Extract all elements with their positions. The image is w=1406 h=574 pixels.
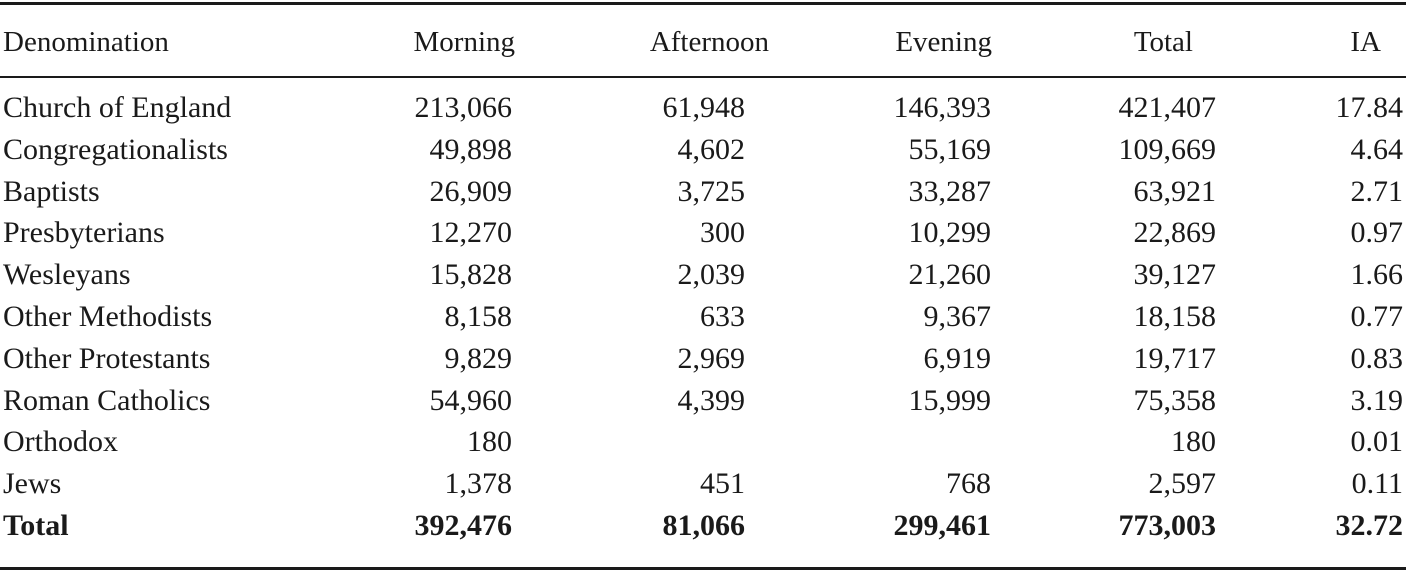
cell-morning: 26,909 [429, 174, 512, 208]
cell-ia: 17.84 [1335, 91, 1403, 124]
cell-evening: 6,919 [923, 341, 991, 375]
cell-ia: 2.71 [1350, 174, 1403, 208]
cell-afternoon: 451 [700, 467, 745, 501]
cell-evening: 146,393 [893, 91, 991, 124]
cell-denomination: Congregationalists [3, 132, 228, 166]
cell-denomination: Jews [3, 467, 62, 501]
table-total-row [0, 506, 1406, 548]
cell-total: 75,358 [1133, 383, 1216, 417]
table-row [0, 381, 1406, 423]
cell-ia: 3.19 [1350, 383, 1403, 417]
cell-ia: 0.01 [1350, 425, 1403, 459]
cell-evening: 55,169 [908, 132, 991, 166]
table-row [0, 422, 1406, 464]
cell-total: 2,597 [1148, 467, 1216, 501]
cell-ia: 0.83 [1350, 341, 1403, 375]
table-row [0, 255, 1406, 297]
header-evening: Evening [895, 26, 992, 58]
cell-evening: 9,367 [923, 299, 991, 333]
header-morning: Morning [413, 26, 515, 58]
cell-morning: 54,960 [429, 383, 512, 417]
cell-total: 39,127 [1133, 258, 1216, 292]
table-row [0, 297, 1406, 339]
table-row [0, 464, 1406, 506]
table-header-rule [0, 76, 1406, 78]
cell-evening: 15,999 [908, 383, 991, 417]
cell-afternoon: 81,066 [662, 508, 745, 542]
cell-morning: 9,829 [444, 341, 512, 375]
cell-ia: 0.97 [1350, 216, 1403, 250]
cell-morning: 49,898 [429, 132, 512, 166]
cell-total: 63,921 [1133, 174, 1216, 208]
cell-afternoon: 2,969 [677, 341, 745, 375]
cell-denomination: Orthodox [3, 425, 118, 459]
cell-evening: 21,260 [908, 258, 991, 292]
cell-ia: 1.66 [1350, 258, 1403, 292]
cell-denomination: Wesleyans [3, 258, 131, 292]
cell-total: 421,407 [1118, 91, 1216, 124]
cell-total: 773,003 [1118, 508, 1216, 542]
cell-denomination: Presbyterians [3, 216, 165, 250]
cell-morning: 8,158 [444, 299, 512, 333]
cell-afternoon: 2,039 [677, 258, 745, 292]
header-denomination: Denomination [3, 26, 169, 58]
cell-evening: 10,299 [908, 216, 991, 250]
cell-ia: 4.64 [1350, 132, 1403, 166]
cell-denomination: Other Protestants [3, 341, 211, 375]
cell-ia: 0.77 [1350, 299, 1403, 333]
cell-denomination: Church of England [3, 91, 232, 124]
cell-evening: 768 [946, 467, 991, 501]
cell-afternoon: 300 [700, 216, 745, 250]
table-row [0, 130, 1406, 172]
cell-afternoon: 3,725 [677, 174, 745, 208]
table-bottom-rule [0, 567, 1406, 570]
cell-denomination: Other Methodists [3, 299, 213, 333]
cell-morning: 213,066 [414, 91, 512, 124]
cell-afternoon: 4,399 [677, 383, 745, 417]
cell-afternoon: 633 [700, 299, 745, 333]
cell-ia: 32.72 [1335, 508, 1403, 542]
cell-morning: 12,270 [429, 216, 512, 250]
table-top-rule [0, 2, 1406, 5]
cell-morning: 15,828 [429, 258, 512, 292]
header-total: Total [1133, 26, 1193, 58]
cell-afternoon: 4,602 [677, 132, 745, 166]
cell-morning: 1,378 [444, 467, 512, 501]
table-row [0, 213, 1406, 255]
cell-afternoon: 61,948 [662, 91, 745, 124]
cell-total: 180 [1171, 425, 1216, 459]
cell-denomination: Roman Catholics [3, 383, 211, 417]
header-afternoon: Afternoon [649, 26, 769, 58]
table-row [0, 88, 1406, 130]
cell-total: 18,158 [1133, 299, 1216, 333]
table-body [0, 88, 1406, 548]
cell-denomination: Baptists [3, 174, 100, 208]
cell-evening: 33,287 [908, 174, 991, 208]
cell-evening: 299,461 [893, 508, 991, 542]
table-row [0, 339, 1406, 381]
cell-ia: 0.11 [1351, 467, 1403, 501]
table-row [0, 172, 1406, 214]
cell-total: 109,669 [1118, 132, 1216, 166]
cell-morning: 180 [467, 425, 512, 459]
cell-total: 22,869 [1133, 216, 1216, 250]
header-ia: IA [1350, 26, 1381, 58]
cell-morning: 392,476 [414, 508, 512, 542]
cell-total: 19,717 [1133, 341, 1216, 375]
cell-denomination: Total [3, 508, 69, 542]
